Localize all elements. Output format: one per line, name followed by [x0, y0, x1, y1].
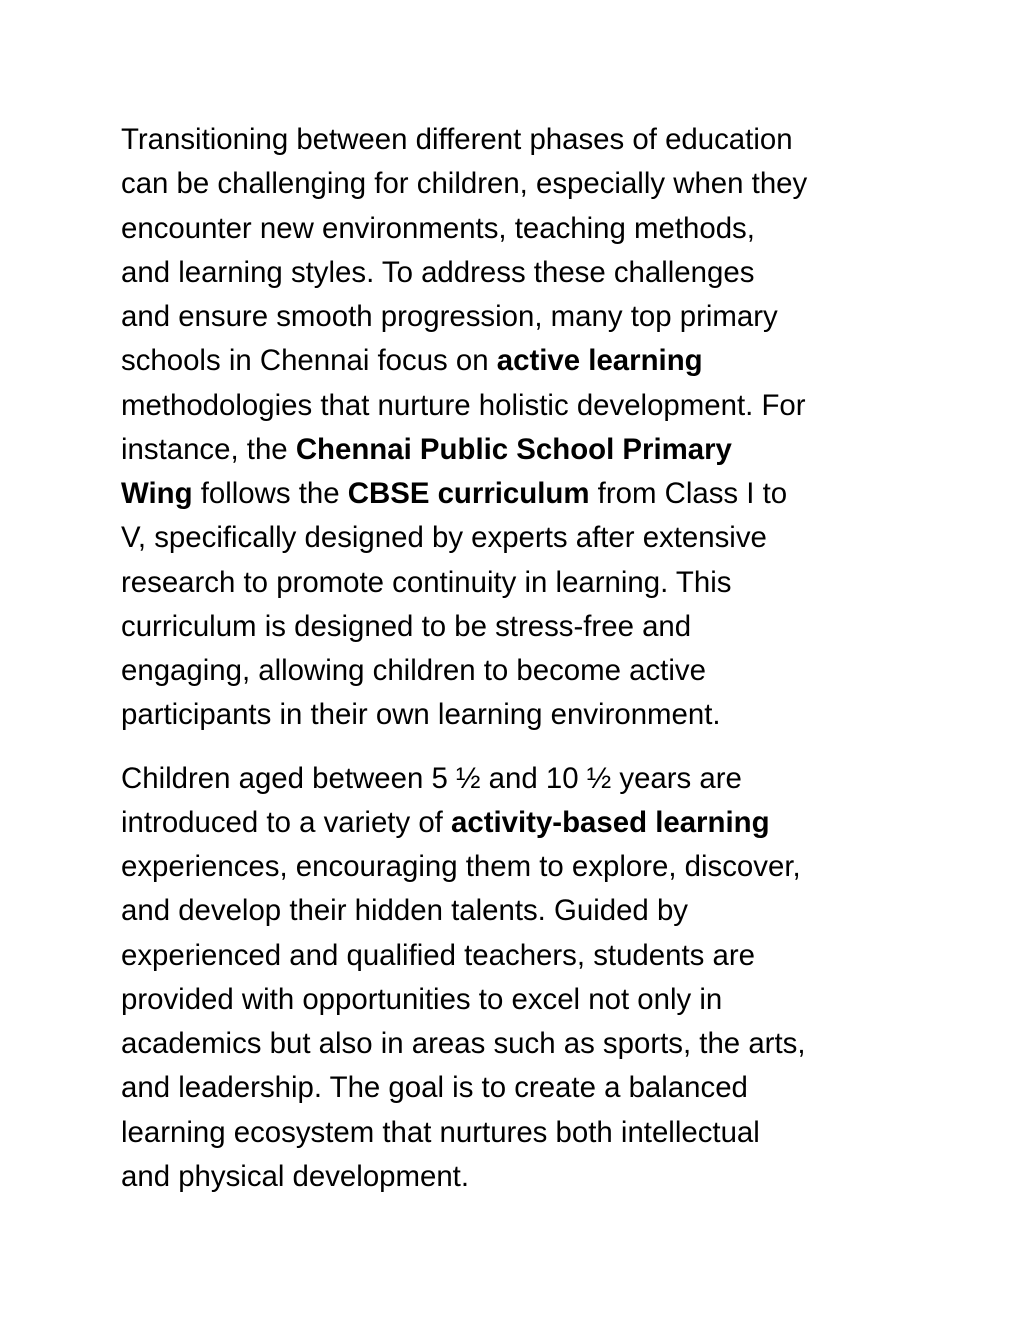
- paragraph: [121, 757, 921, 1200]
- text-segment: and learning styles. To address these challenges: [121, 255, 755, 289]
- text-segment: research to promote continuity in learning. This: [121, 565, 732, 599]
- text-segment: introduced to a variety of: [121, 805, 452, 839]
- text-segment: and develop their hidden talents. Guided by: [121, 894, 688, 928]
- text-line: [121, 845, 921, 889]
- text-line: [121, 384, 921, 428]
- text-line: [121, 339, 921, 383]
- text-segment: participants in their own learning environment.: [121, 698, 721, 732]
- text-line: [121, 207, 921, 251]
- text-line: [121, 605, 921, 649]
- text-line: [121, 251, 921, 295]
- text-segment: schools in Chennai focus on: [121, 344, 497, 378]
- text-segment: learning ecosystem that nurtures both intellectual: [121, 1115, 760, 1149]
- text-segment: from Class I to: [589, 477, 788, 510]
- text-segment: Children aged between 5 ½ and 10 ½ years are: [121, 761, 742, 795]
- text-segment: can be challenging for children, especially when they: [121, 167, 808, 201]
- text-segment: methodologies that nurture holistic development. For: [121, 388, 806, 422]
- text-line: [121, 693, 921, 737]
- bold-text: activity-based learning: [451, 805, 770, 839]
- text-line: [121, 428, 921, 472]
- document-body: [121, 118, 921, 1199]
- text-segment: curriculum is designed to be stress-free and: [121, 609, 692, 643]
- text-segment: instance, the: [121, 432, 296, 466]
- text-segment: Transitioning between different phases of education: [121, 123, 793, 156]
- bold-text: Wing: [121, 477, 193, 510]
- text-line: [121, 1066, 921, 1110]
- text-segment: V, specifically designed by experts after extensive: [121, 521, 767, 555]
- text-line: [121, 1022, 921, 1066]
- text-line: [121, 1111, 921, 1155]
- text-line: [121, 649, 921, 693]
- text-line: [121, 118, 921, 162]
- text-line: [121, 295, 921, 339]
- text-segment: encounter new environments, teaching methods,: [121, 211, 755, 245]
- text-line: [121, 801, 921, 845]
- text-line: [121, 889, 921, 933]
- text-segment: and leadership. The goal is to create a balanced: [121, 1071, 748, 1105]
- bold-text: active learning: [496, 344, 703, 378]
- text-segment: follows the: [192, 477, 348, 510]
- bold-text: Chennai Public School Primary: [295, 432, 732, 466]
- text-segment: and physical development.: [121, 1159, 470, 1193]
- text-line: [121, 162, 921, 206]
- text-line: [121, 1155, 921, 1199]
- text-segment: and ensure smooth progression, many top primary: [121, 300, 778, 333]
- text-segment: engaging, allowing children to become active: [121, 654, 706, 687]
- text-line: [121, 516, 921, 560]
- text-segment: provided with opportunities to excel not only in: [121, 982, 723, 1016]
- text-line: [121, 978, 921, 1022]
- paragraph: [121, 118, 921, 738]
- text-segment: experiences, encouraging them to explore, discover,: [121, 850, 801, 883]
- text-line: [121, 561, 921, 605]
- text-line: [121, 472, 921, 516]
- text-line: [121, 757, 921, 801]
- text-segment: academics but also in areas such as sports, the arts,: [121, 1027, 806, 1060]
- text-segment: experienced and qualified teachers, students are: [121, 938, 755, 972]
- bold-text: CBSE curriculum: [347, 477, 590, 510]
- text-line: [121, 934, 921, 978]
